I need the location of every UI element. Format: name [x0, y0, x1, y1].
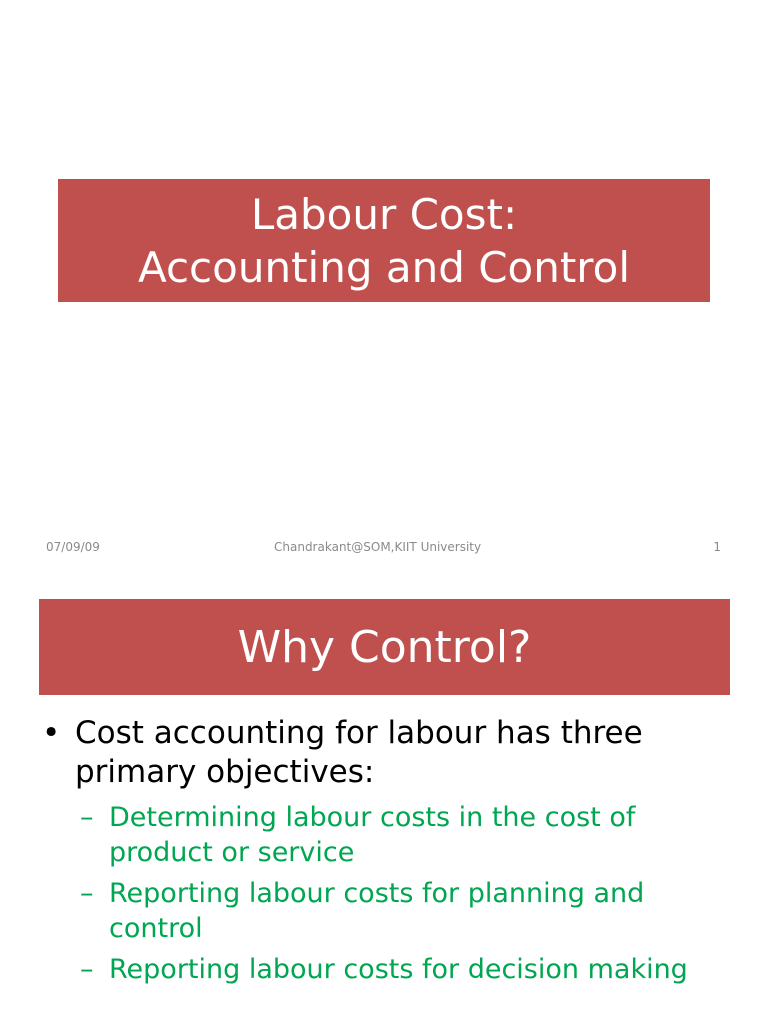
footer-page-number: 1: [713, 540, 721, 554]
slide2-bullet-list: [40, 714, 740, 993]
slide1-title-line2: Accounting and Control: [137, 242, 631, 292]
sub-bullet-list: [40, 800, 740, 987]
slide1-footer: [0, 540, 768, 558]
sub-bullet-text: Reporting labour costs for planning and control: [109, 878, 645, 944]
dash-icon: –: [80, 878, 94, 909]
sub-bullet-item: [40, 876, 740, 946]
footer-date: 07/09/09: [46, 540, 100, 554]
slide2-heading: Why Control?: [237, 621, 532, 673]
sub-bullet-item: [40, 800, 740, 870]
slide2-heading-banner: [39, 599, 730, 695]
footer-author: Chandrakant@SOM,KIIT University: [274, 540, 482, 554]
dash-icon: –: [80, 802, 94, 833]
slide1-title-banner: [58, 179, 710, 302]
dash-icon: –: [80, 954, 94, 985]
bullet-text: Cost accounting for labour has three primary objectives:: [75, 715, 643, 790]
sub-bullet-text: Determining labour costs in the cost of product or service: [109, 802, 636, 868]
bullet-item: [40, 714, 740, 792]
sub-bullet-item: [40, 952, 740, 987]
slide1-title-line1: Labour Cost:: [250, 189, 518, 239]
bullet-dot-icon: •: [42, 715, 61, 751]
sub-bullet-text: Reporting labour costs for decision making: [109, 954, 688, 985]
